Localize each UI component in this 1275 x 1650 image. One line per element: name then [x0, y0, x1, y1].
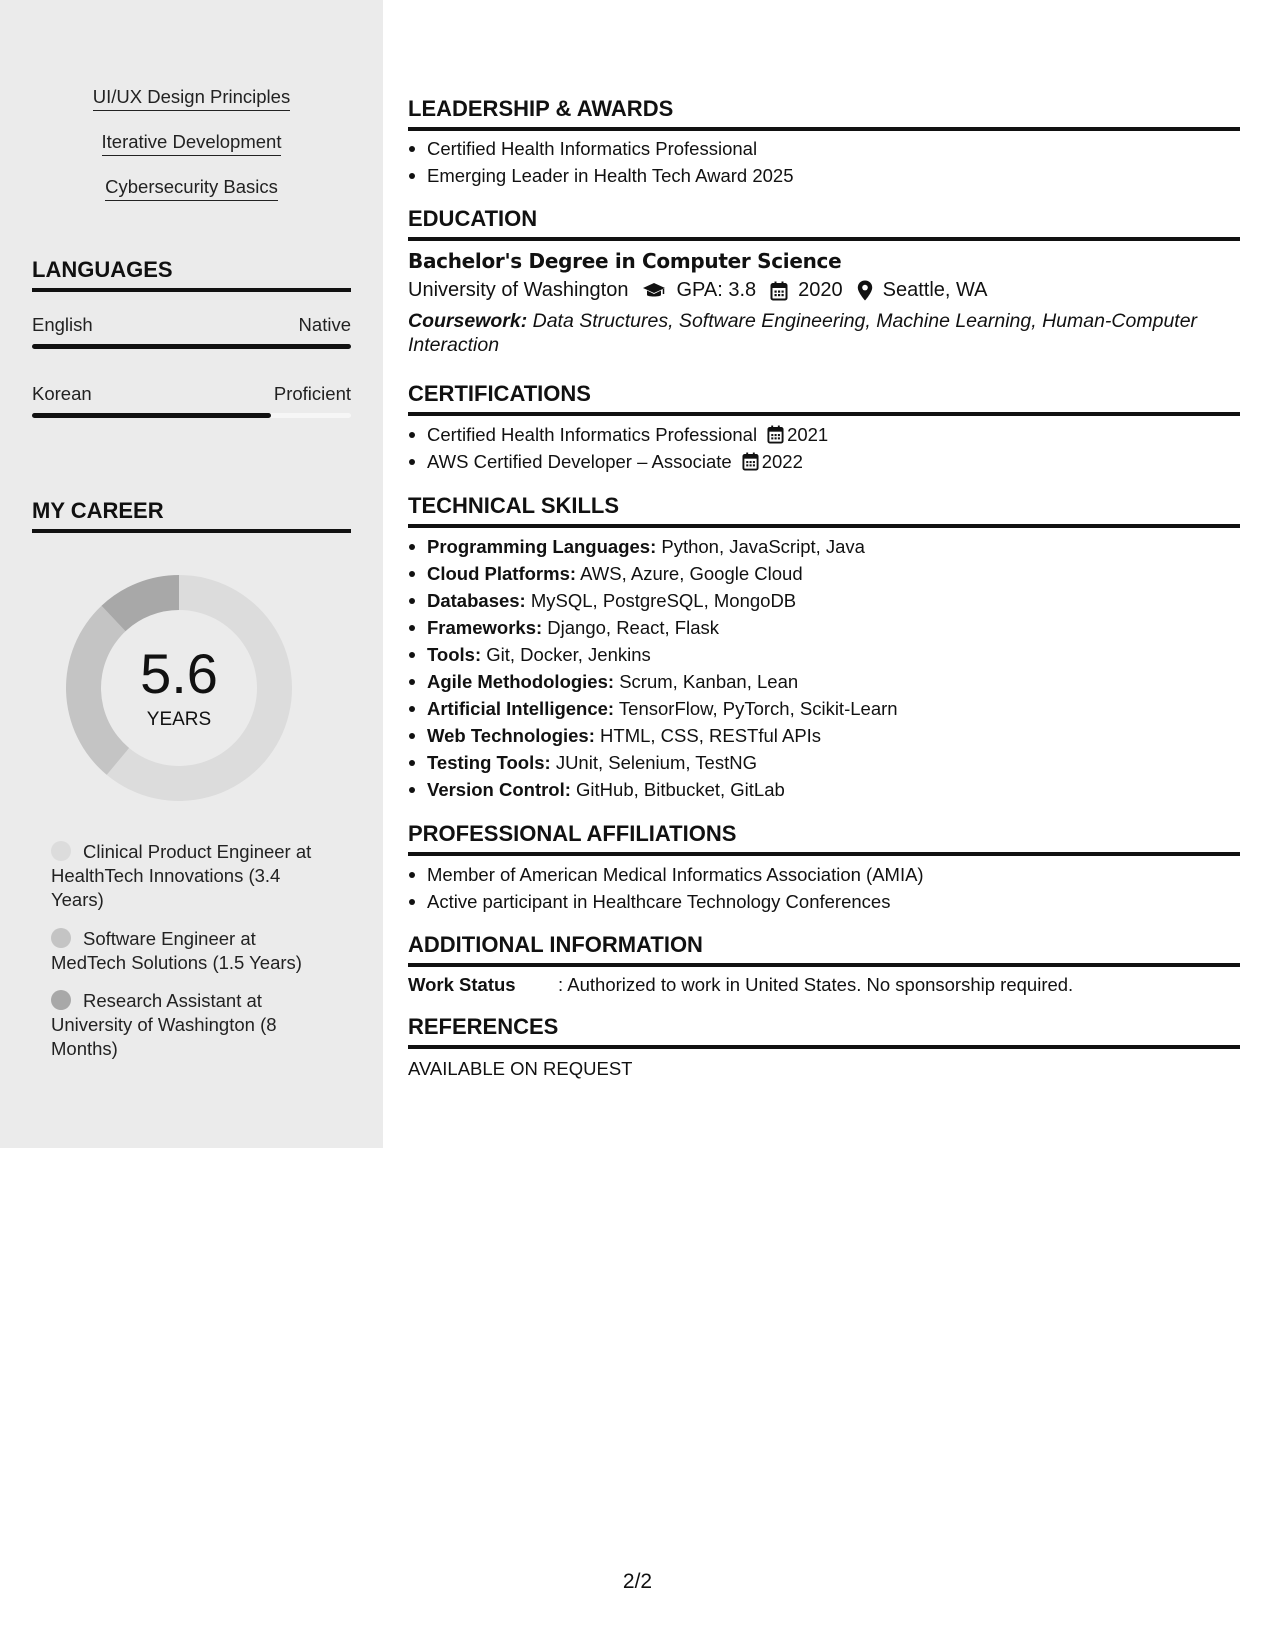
career-legend-item [51, 989, 321, 1061]
career-total-years: 5.6 [140, 642, 218, 705]
work-status-label: Work Status [408, 974, 516, 995]
list-item [408, 668, 1240, 695]
certifications-heading: CERTIFICATIONS [408, 381, 1240, 416]
certifications-list [408, 421, 1240, 475]
calendar-icon [742, 452, 759, 471]
skill-item: Iterative Development [102, 131, 282, 156]
skill-value: TensorFlow, PyTorch, Scikit-Learn [618, 698, 898, 719]
skill-value: GitHub, Bitbucket, GitLab [576, 779, 785, 800]
skill-label: Testing Tools: [427, 752, 551, 773]
language-bar-fill [32, 344, 351, 349]
technical-skills-heading: TECHNICAL SKILLS [408, 493, 1240, 528]
certification-name: Certified Health Informatics Professional [427, 424, 758, 445]
skill-item: Cybersecurity Basics [105, 176, 278, 201]
degree-title: Bachelor's Degree in Computer Science [408, 249, 842, 273]
coursework-list: Data Structures, Software Engineering, Machine Learning, Human-Computer Interaction [408, 310, 1198, 356]
graduation-year: 2020 [798, 279, 843, 301]
language-level: Proficient [273, 383, 351, 404]
skill-label: Artificial Intelligence: [427, 698, 615, 719]
list-item [408, 448, 1240, 475]
career-legend-item [51, 927, 321, 975]
skill-value: AWS, Azure, Google Cloud [580, 563, 803, 584]
gpa: GPA: 3.8 [676, 279, 757, 301]
skill-label: Tools: [427, 644, 482, 665]
skill-value: Scrum, Kanban, Lean [619, 671, 799, 692]
skill-list [0, 86, 383, 221]
language-row [32, 383, 351, 405]
language-row [32, 314, 351, 336]
skill-label: Agile Methodologies: [427, 671, 615, 692]
list-item: Emerging Leader in Health Tech Award 2025 [408, 162, 1240, 189]
language-bar [32, 344, 351, 349]
legend-dot-icon [51, 841, 71, 861]
list-item [408, 421, 1240, 448]
leadership-list [408, 135, 1240, 189]
language-bar-fill [32, 413, 271, 418]
skill-item: UI/UX Design Principles [93, 86, 290, 111]
skill-label: Programming Languages: [427, 536, 657, 557]
list-item: Active participant in Healthcare Technology Conferences [408, 888, 1240, 915]
certification-year: 2021 [787, 424, 829, 445]
coursework-label: Coursework: [408, 310, 528, 332]
calendar-icon [767, 425, 784, 444]
list-item [408, 695, 1240, 722]
skill-value: MySQL, PostgreSQL, MongoDB [530, 590, 797, 611]
list-item [408, 776, 1240, 803]
skill-label: Web Technologies: [427, 725, 595, 746]
skill-label: Cloud Platforms: [427, 563, 577, 584]
list-item: Certified Health Informatics Professional [408, 135, 1240, 162]
school-location: Seattle, WA [882, 279, 988, 301]
language-level: Native [298, 314, 351, 335]
legend-dot-icon [51, 928, 71, 948]
list-item [408, 587, 1240, 614]
list-item [408, 722, 1240, 749]
leadership-heading: LEADERSHIP & AWARDS [408, 96, 1240, 131]
skill-value: HTML, CSS, RESTful APIs [600, 725, 822, 746]
skill-value: JUnit, Selenium, TestNG [555, 752, 757, 773]
skill-label: Frameworks: [427, 617, 543, 638]
affiliations-list [408, 861, 1240, 915]
list-item [408, 533, 1240, 560]
list-item [408, 560, 1240, 587]
skill-label: Version Control: [427, 779, 571, 800]
skill-value: Git, Docker, Jenkins [486, 644, 651, 665]
work-status-row [408, 974, 1073, 996]
education-details [408, 279, 988, 302]
career-total-unit: YEARS [146, 709, 212, 730]
school-name: University of Washington [408, 279, 629, 301]
language-name: Korean [32, 383, 92, 404]
language-name: English [32, 314, 93, 335]
work-status-value: : Authorized to work in United States. No sponsorship required. [558, 974, 1074, 995]
graduation-cap-icon [642, 282, 666, 300]
languages-heading: LANGUAGES [32, 257, 351, 292]
skill-label: Databases: [427, 590, 526, 611]
calendar-icon [770, 281, 788, 301]
certification-name: AWS Certified Developer – Associate [427, 451, 732, 472]
career-legend-label: Clinical Product Engineer at HealthTech Innovations (3.4 Years) [51, 841, 312, 910]
list-item: Member of American Medical Informatics Association (AMIA) [408, 861, 1240, 888]
sidebar [0, 0, 383, 1148]
career-legend-item [51, 840, 321, 912]
coursework [408, 309, 1238, 357]
references-text: AVAILABLE ON REQUEST [408, 1058, 633, 1079]
skill-value: Python, JavaScript, Java [661, 536, 865, 557]
skill-value: Django, React, Flask [547, 617, 720, 638]
list-item [408, 614, 1240, 641]
certification-year: 2022 [761, 451, 803, 472]
language-bar [32, 413, 351, 418]
technical-skills-list [408, 533, 1240, 803]
career-heading: MY CAREER [32, 498, 351, 533]
career-legend-label: Research Assistant at University of Washington (8 Months) [51, 990, 277, 1059]
list-item [408, 749, 1240, 776]
legend-dot-icon [51, 990, 71, 1010]
references-heading: REFERENCES [408, 1014, 1240, 1049]
page-number: 2/2 [622, 1570, 653, 1593]
affiliations-heading: PROFESSIONAL AFFILIATIONS [408, 821, 1240, 856]
additional-info-heading: ADDITIONAL INFORMATION [408, 932, 1240, 967]
location-pin-icon [857, 280, 873, 301]
list-item [408, 641, 1240, 668]
education-heading: EDUCATION [408, 206, 1240, 241]
career-legend-label: Software Engineer at MedTech Solutions (1.5 Years) [51, 928, 302, 973]
